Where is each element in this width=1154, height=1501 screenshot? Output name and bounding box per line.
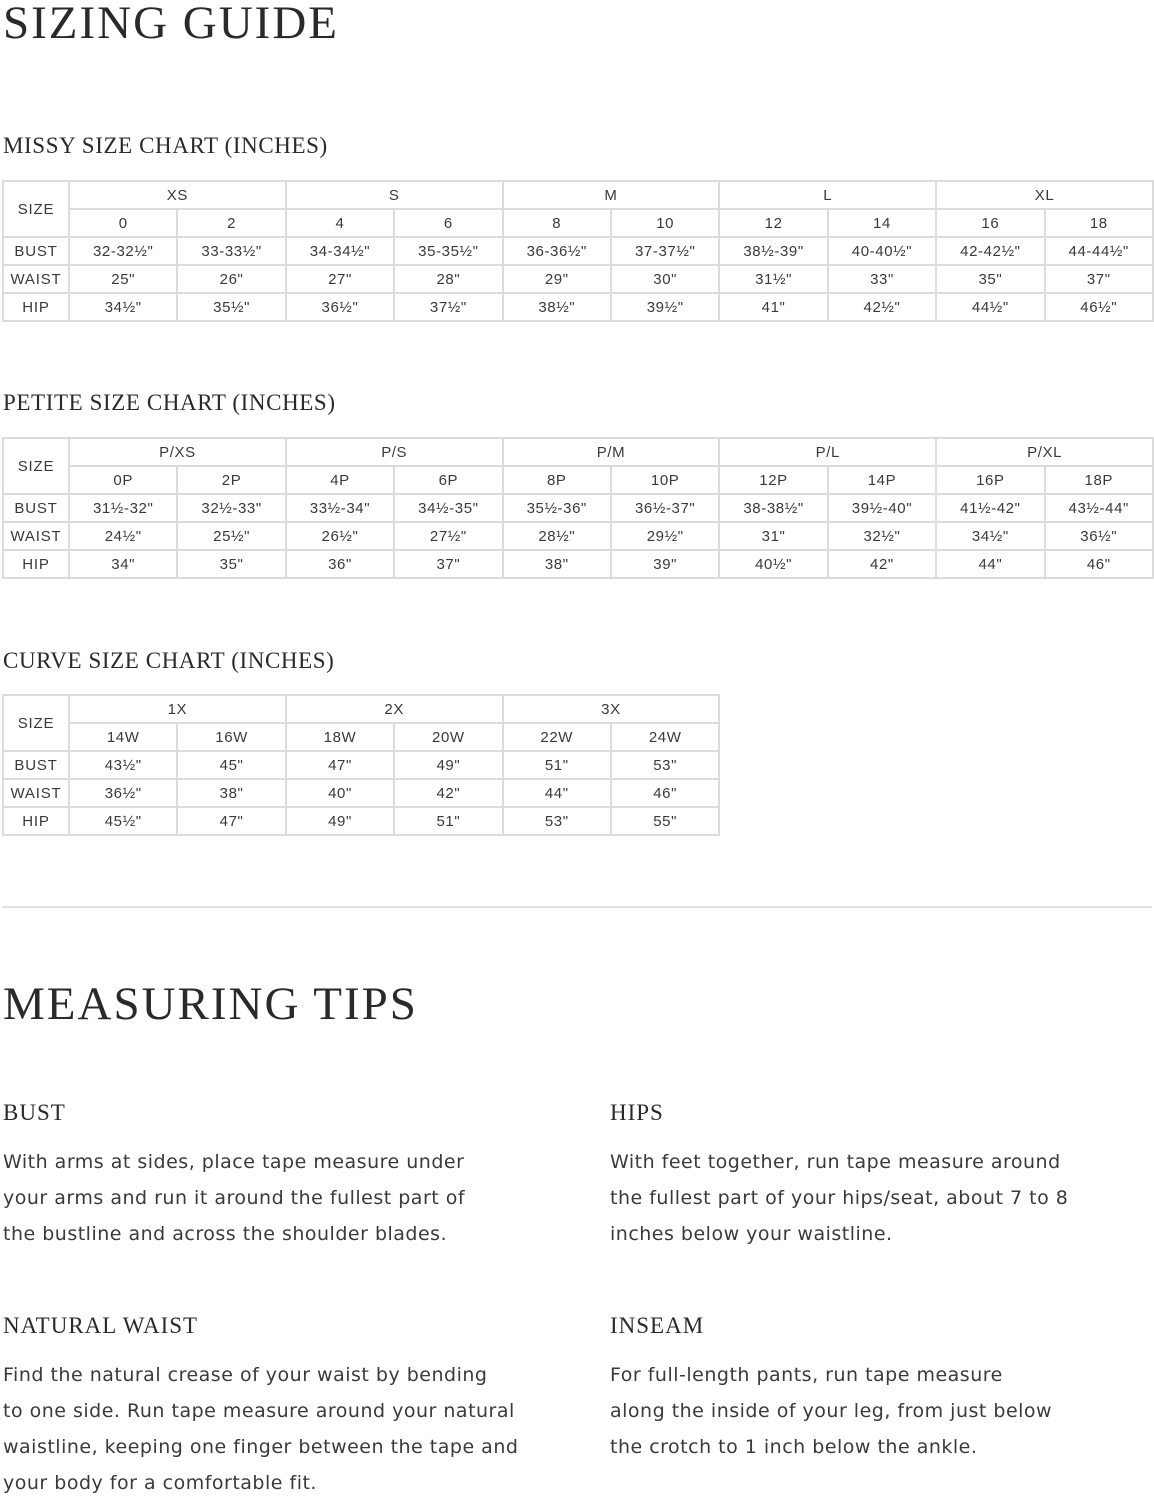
measurement-value-cell: 46" xyxy=(611,779,719,807)
measurement-value-cell: 46" xyxy=(1045,550,1153,578)
measurement-label-cell: BUST xyxy=(3,751,69,779)
measurement-value-cell: 34" xyxy=(69,550,177,578)
size-header-cell: SIZE xyxy=(3,181,69,237)
tip-bust-title: BUST xyxy=(3,1100,66,1125)
curve-chart-title: CURVE SIZE CHART (INCHES) xyxy=(3,648,335,673)
measurement-value-cell: 46½" xyxy=(1045,293,1153,321)
measurement-value-cell: 28½" xyxy=(503,522,611,550)
size-number-header: 14P xyxy=(828,466,936,494)
measurement-value-cell: 25½" xyxy=(177,522,285,550)
table-row xyxy=(3,237,1153,265)
size-number-header: 10 xyxy=(611,209,719,237)
measurement-value-cell: 36½-37" xyxy=(611,494,719,522)
size-number-header: 22W xyxy=(503,723,611,751)
measurement-value-cell: 35½-36" xyxy=(503,494,611,522)
table-header-row xyxy=(3,695,719,723)
measurement-value-cell: 43½" xyxy=(69,751,177,779)
measurement-value-cell: 29½" xyxy=(611,522,719,550)
size-number-header: 2P xyxy=(177,466,285,494)
measurement-value-cell: 36½" xyxy=(286,293,394,321)
size-group-header: XL xyxy=(936,181,1153,209)
size-number-header: 0 xyxy=(69,209,177,237)
measurement-value-cell: 42" xyxy=(394,779,502,807)
measurement-value-cell: 38" xyxy=(177,779,285,807)
measurement-value-cell: 29" xyxy=(503,265,611,293)
measurement-value-cell: 44½" xyxy=(936,293,1044,321)
measurement-value-cell: 36" xyxy=(286,550,394,578)
measurement-value-cell: 31½" xyxy=(719,265,827,293)
size-number-header: 4P xyxy=(286,466,394,494)
size-group-header: S xyxy=(286,181,503,209)
measurement-value-cell: 34-34½" xyxy=(286,237,394,265)
measurement-value-cell: 39½" xyxy=(611,293,719,321)
measurement-value-cell: 49" xyxy=(394,751,502,779)
measurement-value-cell: 51" xyxy=(394,807,502,835)
size-number-header: 10P xyxy=(611,466,719,494)
measurement-value-cell: 35½" xyxy=(177,293,285,321)
measurement-value-cell: 28" xyxy=(394,265,502,293)
measurement-value-cell: 35" xyxy=(936,265,1044,293)
table-row xyxy=(3,293,1153,321)
measurement-value-cell: 27" xyxy=(286,265,394,293)
table-row xyxy=(3,779,719,807)
measurement-value-cell: 31½-32" xyxy=(69,494,177,522)
tip-inseam-text: For full-length pants, run tape measure along the inside of your leg, from just below the crotch to 1 inch below the ankle. xyxy=(610,1364,1053,1458)
table-row xyxy=(3,494,1153,522)
size-number-header: 20W xyxy=(394,723,502,751)
curve-size-table xyxy=(2,694,720,836)
size-group-header: 1X xyxy=(69,695,286,723)
size-group-header: P/L xyxy=(719,438,936,466)
measurement-value-cell: 44" xyxy=(936,550,1044,578)
size-number-header: 16W xyxy=(177,723,285,751)
page-title: SIZING GUIDE xyxy=(3,0,339,49)
measurement-value-cell: 39" xyxy=(611,550,719,578)
missy-chart-title: MISSY SIZE CHART (INCHES) xyxy=(3,133,328,158)
measurement-value-cell: 45" xyxy=(177,751,285,779)
measurement-value-cell: 33½-34" xyxy=(286,494,394,522)
measurement-value-cell: 33-33½" xyxy=(177,237,285,265)
measurement-value-cell: 53" xyxy=(611,751,719,779)
measurement-value-cell: 25" xyxy=(69,265,177,293)
measurement-label-cell: WAIST xyxy=(3,779,69,807)
table-header-row xyxy=(3,466,1153,494)
measurement-value-cell: 33" xyxy=(828,265,936,293)
measurement-value-cell: 39½-40" xyxy=(828,494,936,522)
size-number-header: 6 xyxy=(394,209,502,237)
size-group-header: P/XL xyxy=(936,438,1153,466)
measurement-value-cell: 38-38½" xyxy=(719,494,827,522)
measurement-value-cell: 44-44½" xyxy=(1045,237,1153,265)
measurement-value-cell: 47" xyxy=(177,807,285,835)
measurement-value-cell: 38½-39" xyxy=(719,237,827,265)
tip-natural-waist-text: Find the natural crease of your waist by bending to one side. Run tape measure around your natural waistline, keeping one finger between the tape and your body for a comfortable fit. xyxy=(3,1364,519,1494)
petite-size-table xyxy=(2,437,1154,579)
measurement-label-cell: BUST xyxy=(3,237,69,265)
measurement-value-cell: 34½" xyxy=(69,293,177,321)
measurement-value-cell: 30" xyxy=(611,265,719,293)
section-divider xyxy=(2,906,1152,908)
size-number-header: 12 xyxy=(719,209,827,237)
measurement-value-cell: 38½" xyxy=(503,293,611,321)
tip-inseam-title: INSEAM xyxy=(610,1313,705,1338)
measurement-value-cell: 31" xyxy=(719,522,827,550)
measurement-value-cell: 47" xyxy=(286,751,394,779)
measurement-label-cell: HIP xyxy=(3,293,69,321)
size-number-header: 4 xyxy=(286,209,394,237)
measurement-value-cell: 24½" xyxy=(69,522,177,550)
measurement-value-cell: 37-37½" xyxy=(611,237,719,265)
table-row xyxy=(3,807,719,835)
petite-chart-title: PETITE SIZE CHART (INCHES) xyxy=(3,390,336,415)
measurement-value-cell: 26½" xyxy=(286,522,394,550)
measurement-value-cell: 55" xyxy=(611,807,719,835)
measurement-value-cell: 32½-33" xyxy=(177,494,285,522)
size-number-header: 8P xyxy=(503,466,611,494)
size-number-header: 0P xyxy=(69,466,177,494)
size-number-header: 14W xyxy=(69,723,177,751)
size-header-cell: SIZE xyxy=(3,438,69,494)
size-number-header: 24W xyxy=(611,723,719,751)
measurement-value-cell: 37½" xyxy=(394,293,502,321)
missy-size-table xyxy=(2,180,1154,322)
measurement-value-cell: 36-36½" xyxy=(503,237,611,265)
measurement-value-cell: 43½-44" xyxy=(1045,494,1153,522)
measurement-label-cell: WAIST xyxy=(3,265,69,293)
size-number-header: 18W xyxy=(286,723,394,751)
size-group-header: XS xyxy=(69,181,286,209)
size-header-cell: SIZE xyxy=(3,695,69,751)
size-number-header: 2 xyxy=(177,209,285,237)
measurement-value-cell: 41" xyxy=(719,293,827,321)
measurement-value-cell: 38" xyxy=(503,550,611,578)
measurement-label-cell: HIP xyxy=(3,807,69,835)
measurement-value-cell: 42" xyxy=(828,550,936,578)
table-row xyxy=(3,550,1153,578)
measurement-value-cell: 40½" xyxy=(719,550,827,578)
measurement-value-cell: 35-35½" xyxy=(394,237,502,265)
size-group-header: L xyxy=(719,181,936,209)
measurement-value-cell: 49" xyxy=(286,807,394,835)
size-group-header: 2X xyxy=(286,695,503,723)
table-header-row xyxy=(3,723,719,751)
table-row xyxy=(3,265,1153,293)
measurement-value-cell: 34½-35" xyxy=(394,494,502,522)
measurement-value-cell: 32½" xyxy=(828,522,936,550)
measurement-value-cell: 36½" xyxy=(69,779,177,807)
table-header-row xyxy=(3,438,1153,466)
size-number-header: 8 xyxy=(503,209,611,237)
measurement-value-cell: 42½" xyxy=(828,293,936,321)
measurement-value-cell: 37" xyxy=(394,550,502,578)
tip-bust-text: With arms at sides, place tape measure under your arms and run it around the fullest part of the bustline and across the shoulder blades. xyxy=(3,1151,466,1245)
size-group-header: P/M xyxy=(503,438,720,466)
measurement-value-cell: 35" xyxy=(177,550,285,578)
measurement-value-cell: 26" xyxy=(177,265,285,293)
table-row xyxy=(3,751,719,779)
measurement-value-cell: 37" xyxy=(1045,265,1153,293)
table-row xyxy=(3,522,1153,550)
measurement-value-cell: 36½" xyxy=(1045,522,1153,550)
tip-natural-waist-title: NATURAL WAIST xyxy=(3,1313,199,1338)
measurement-value-cell: 40" xyxy=(286,779,394,807)
size-group-header: 3X xyxy=(503,695,720,723)
measurement-value-cell: 34½" xyxy=(936,522,1044,550)
size-number-header: 16 xyxy=(936,209,1044,237)
measurement-label-cell: BUST xyxy=(3,494,69,522)
table-header-row xyxy=(3,209,1153,237)
measurement-value-cell: 44" xyxy=(503,779,611,807)
table-header-row xyxy=(3,181,1153,209)
size-number-header: 18 xyxy=(1045,209,1153,237)
tip-hips-text: With feet together, run tape measure around the fullest part of your hips/seat, about 7 to 8 inches below your waistline. xyxy=(610,1151,1069,1245)
measurement-value-cell: 45½" xyxy=(69,807,177,835)
measurement-value-cell: 41½-42" xyxy=(936,494,1044,522)
size-number-header: 6P xyxy=(394,466,502,494)
measurement-value-cell: 40-40½" xyxy=(828,237,936,265)
measurement-value-cell: 32-32½" xyxy=(69,237,177,265)
size-number-header: 16P xyxy=(936,466,1044,494)
measurement-label-cell: HIP xyxy=(3,550,69,578)
measuring-tips-title: MEASURING TIPS xyxy=(3,978,418,1030)
size-number-header: 14 xyxy=(828,209,936,237)
tip-hips-title: HIPS xyxy=(610,1100,664,1125)
measurement-value-cell: 42-42½" xyxy=(936,237,1044,265)
measurement-value-cell: 51" xyxy=(503,751,611,779)
size-group-header: P/XS xyxy=(69,438,286,466)
size-group-header: M xyxy=(503,181,720,209)
measurement-value-cell: 27½" xyxy=(394,522,502,550)
size-number-header: 18P xyxy=(1045,466,1153,494)
measurement-label-cell: WAIST xyxy=(3,522,69,550)
measurement-value-cell: 53" xyxy=(503,807,611,835)
size-number-header: 12P xyxy=(719,466,827,494)
size-group-header: P/S xyxy=(286,438,503,466)
